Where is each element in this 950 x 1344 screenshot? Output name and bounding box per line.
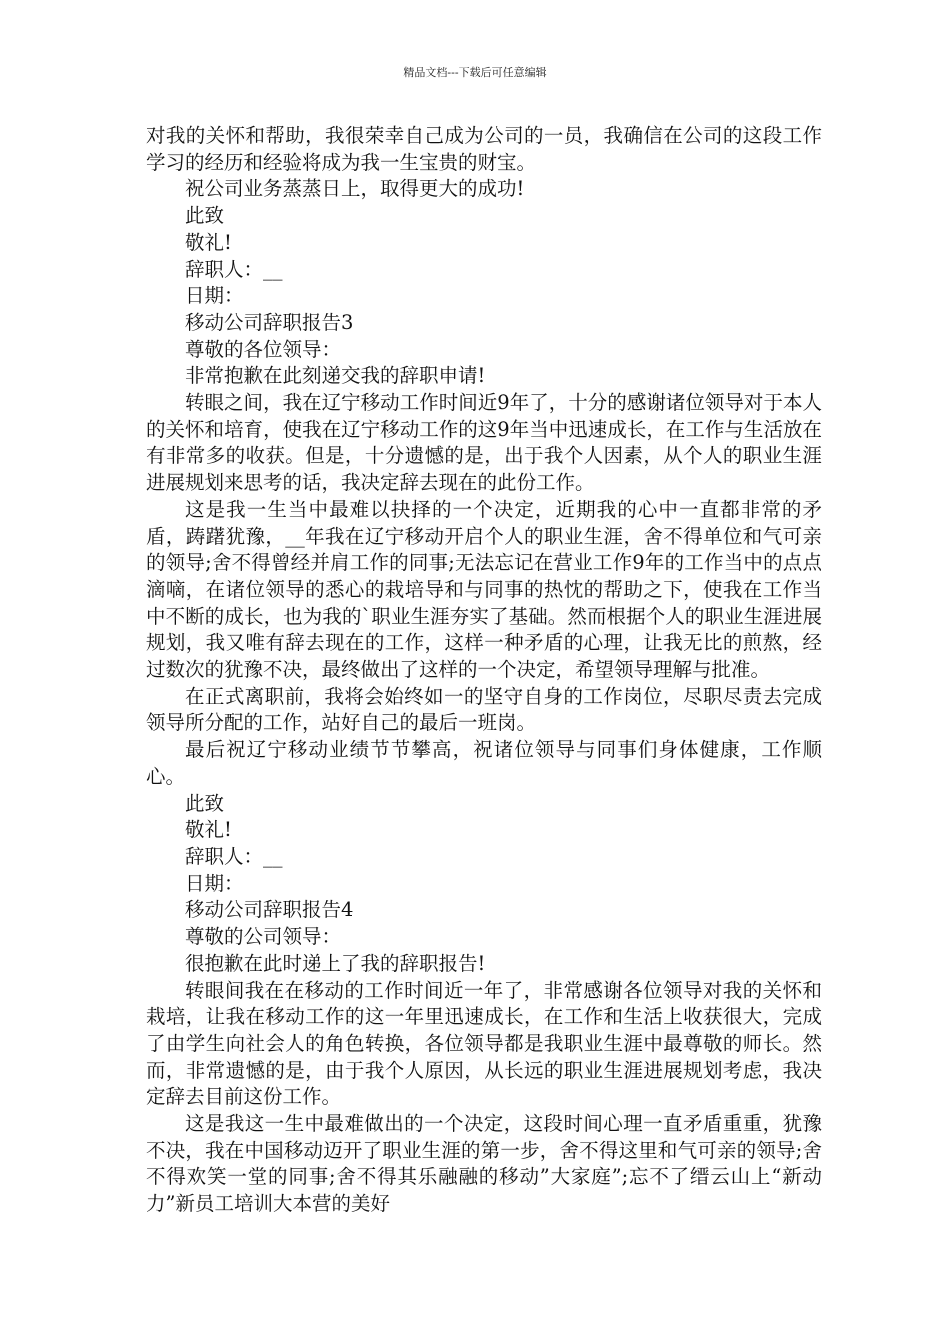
paragraph: 移动公司辞职报告3 xyxy=(185,310,354,334)
paragraph: 转眼间我在在移动的工作时间近一年了，非常感谢各位领导对我的关怀和栽培，让我在移动工作的这一年里迅速成长，在工作和生活上收获很大，完成了由学生向社会人的角色转换，各位领导都是我职业生涯中最尊敬的师长。然而，非常遗憾的是，由于我个人原因，从长远的职业生涯进展规划考虑，我决定辞去目前这份工作。 xyxy=(146,978,822,1109)
document-body xyxy=(146,123,822,1218)
paragraph: 对我的关怀和帮助，我很荣幸自己成为公司的一员，我确信在公司的这段工作学习的经历和经验将成为我一生宝贵的财宝。 xyxy=(146,124,822,174)
paragraph: 辞职人：__ xyxy=(185,844,283,868)
paragraph: 祝公司业务蒸蒸日上，取得更大的成功! xyxy=(185,177,525,201)
paragraph: 很抱歉在此时递上了我的辞职报告! xyxy=(185,951,486,975)
paragraph: 这是我一生当中最难以抉择的一个决定，近期我的心中一直都非常的矛盾，踌躇犹豫，__年我在辽宁移动开启个人的职业生涯，舍不得单位和气可亲的领导;舍不得曾经并肩工作的同事;无法忘记在营业工作9年的工作当中的点点滴嘀，在诸位领导的悉心的栽培导和与同事的热忱的帮助之下，使我在工作当中不断的成长，也为我的`职业生涯夯实了基础。然而根据个人的职业生涯进展规划，我又唯有辞去现在的工作，这样一种矛盾的心理，让我无比的煎熬，经过数次的犹豫不决，最终做出了这样的一个决定，希望领导理解与批准。 xyxy=(146,497,822,682)
paragraph: 最后祝辽宁移动业绩节节攀高，祝诸位领导与同事们身体健康，工作顺心。 xyxy=(146,738,822,788)
paragraph: 在正式离职前，我将会始终如一的坚守自身的工作岗位，尽职尽责去完成领导所分配的工作，站好自己的最后一班岗。 xyxy=(146,684,822,735)
paragraph: 辞职人：__ xyxy=(185,257,283,281)
paragraph: 移动公司辞职报告4 xyxy=(185,898,354,922)
paragraph: 转眼之间，我在辽宁移动工作时间近9年了，十分的感谢诸位领导对于本人的关怀和培育，使我在辽宁移动工作的这9年当中迅速成长，在工作与生活放在有非常多的收获。但是，十分遗憾的是，出于我个人因素，从个人的职业生涯进展规划来思考的话，我决定辞去现在的此份工作。 xyxy=(146,391,822,495)
paragraph: 尊敬的各位领导： xyxy=(185,337,342,361)
paragraph: 日期： xyxy=(185,871,244,895)
paragraph: 此致 xyxy=(185,791,225,815)
paragraph: 尊敬的公司领导： xyxy=(185,925,342,949)
paragraph: 非常抱歉在此刻递交我的辞职申请! xyxy=(185,364,486,388)
paragraph: 此致 xyxy=(185,204,225,228)
paragraph: 敬礼! xyxy=(185,230,232,254)
paragraph: 敬礼! xyxy=(185,818,232,842)
page-header: 精品文档---下载后可任意编辑 xyxy=(403,66,547,79)
paragraph: 日期： xyxy=(185,284,244,308)
paragraph: 这是我这一生中最难做出的一个决定，这段时间心理一直矛盾重重，犹豫不决，我在中国移动迈开了职业生涯的第一步，舍不得这里和气可亲的领导;舍不得欢笑一堂的同事;舍不得其乐融融的移动”大家庭”;忘不了缙云山上“新动力”新员工培训大本营的美好 xyxy=(146,1112,822,1216)
